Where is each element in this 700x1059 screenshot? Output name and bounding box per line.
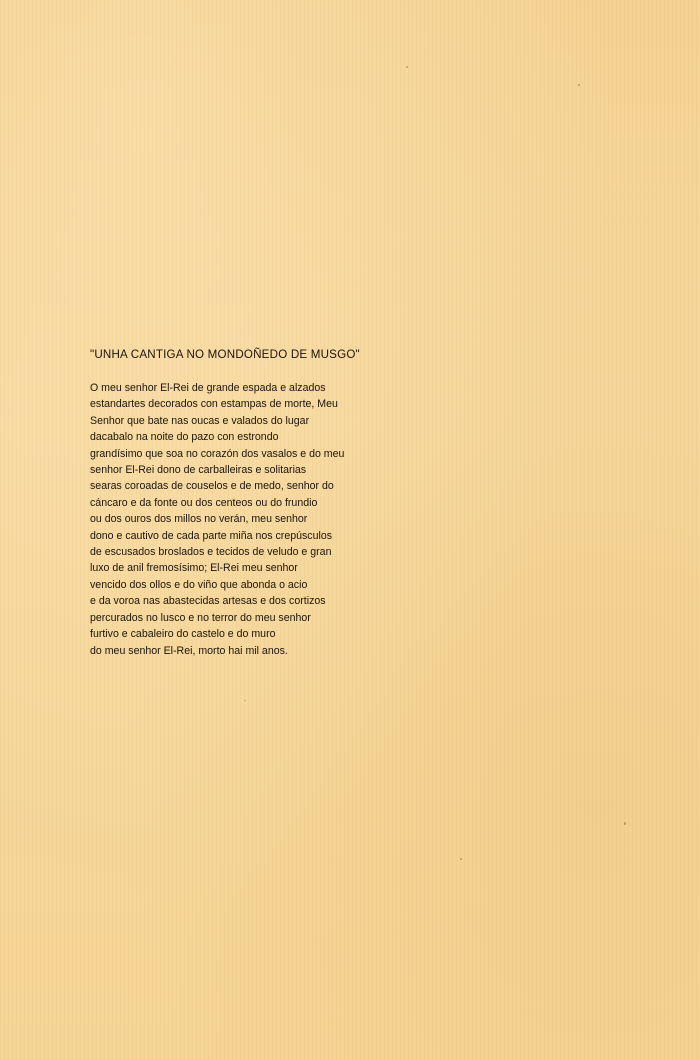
poem-line: de escusados broslados e tecidos de veludo e gran: [90, 546, 332, 559]
paper-speck: [460, 858, 462, 860]
paper-speck: [624, 822, 626, 825]
poem-line: ou dos ouros dos millos no verán, meu senhor: [90, 513, 308, 526]
poem-line: percurados no lusco e no terror do meu senhor: [90, 611, 311, 624]
poem-line: cáncaro e da fonte ou dos centeos ou do frundio: [90, 496, 318, 509]
paper-speck: [406, 66, 408, 68]
poem-title: "UNHA CANTIGA NO MONDOÑEDO DE MUSGO": [90, 348, 360, 361]
poem-body: [90, 380, 420, 659]
poem-line: furtivo e cabaleiro do castelo e do muro: [90, 628, 276, 641]
paper-speck: [578, 84, 580, 86]
poem-line: Senhor que bate nas oucas e valados do lugar: [90, 414, 310, 427]
poem-line: O meu senhor El-Rei de grande espada e alzados: [90, 382, 326, 394]
poem-line: do meu senhor El-Rei, morto hai mil anos.: [90, 644, 288, 657]
poem-line: luxo de anil fremosísimo; El-Rei meu senhor: [90, 562, 298, 575]
poem-line: vencido dos ollos e do viño que abonda o acio: [90, 578, 308, 591]
poem-line: e da voroa nas abastecidas artesas e dos cortizos: [90, 595, 326, 608]
poem-line: grandísimo que soa no corazón dos vasalos e do meu: [90, 447, 345, 460]
paper-speck: [244, 700, 246, 701]
poem-line: senhor El-Rei dono de carballeiras e solitarias: [90, 464, 307, 477]
poem-line: dono e cautivo de cada parte miña nos crepúsculos: [90, 529, 333, 542]
poem-line: dacabalo na noite do pazo con estrondo: [90, 431, 279, 444]
poem-line: searas coroadas de couselos e de medo, senhor do: [90, 480, 334, 493]
poem-line: estandartes decorados con estampas de morte, Meu: [90, 398, 338, 411]
poem-block: [90, 348, 420, 659]
